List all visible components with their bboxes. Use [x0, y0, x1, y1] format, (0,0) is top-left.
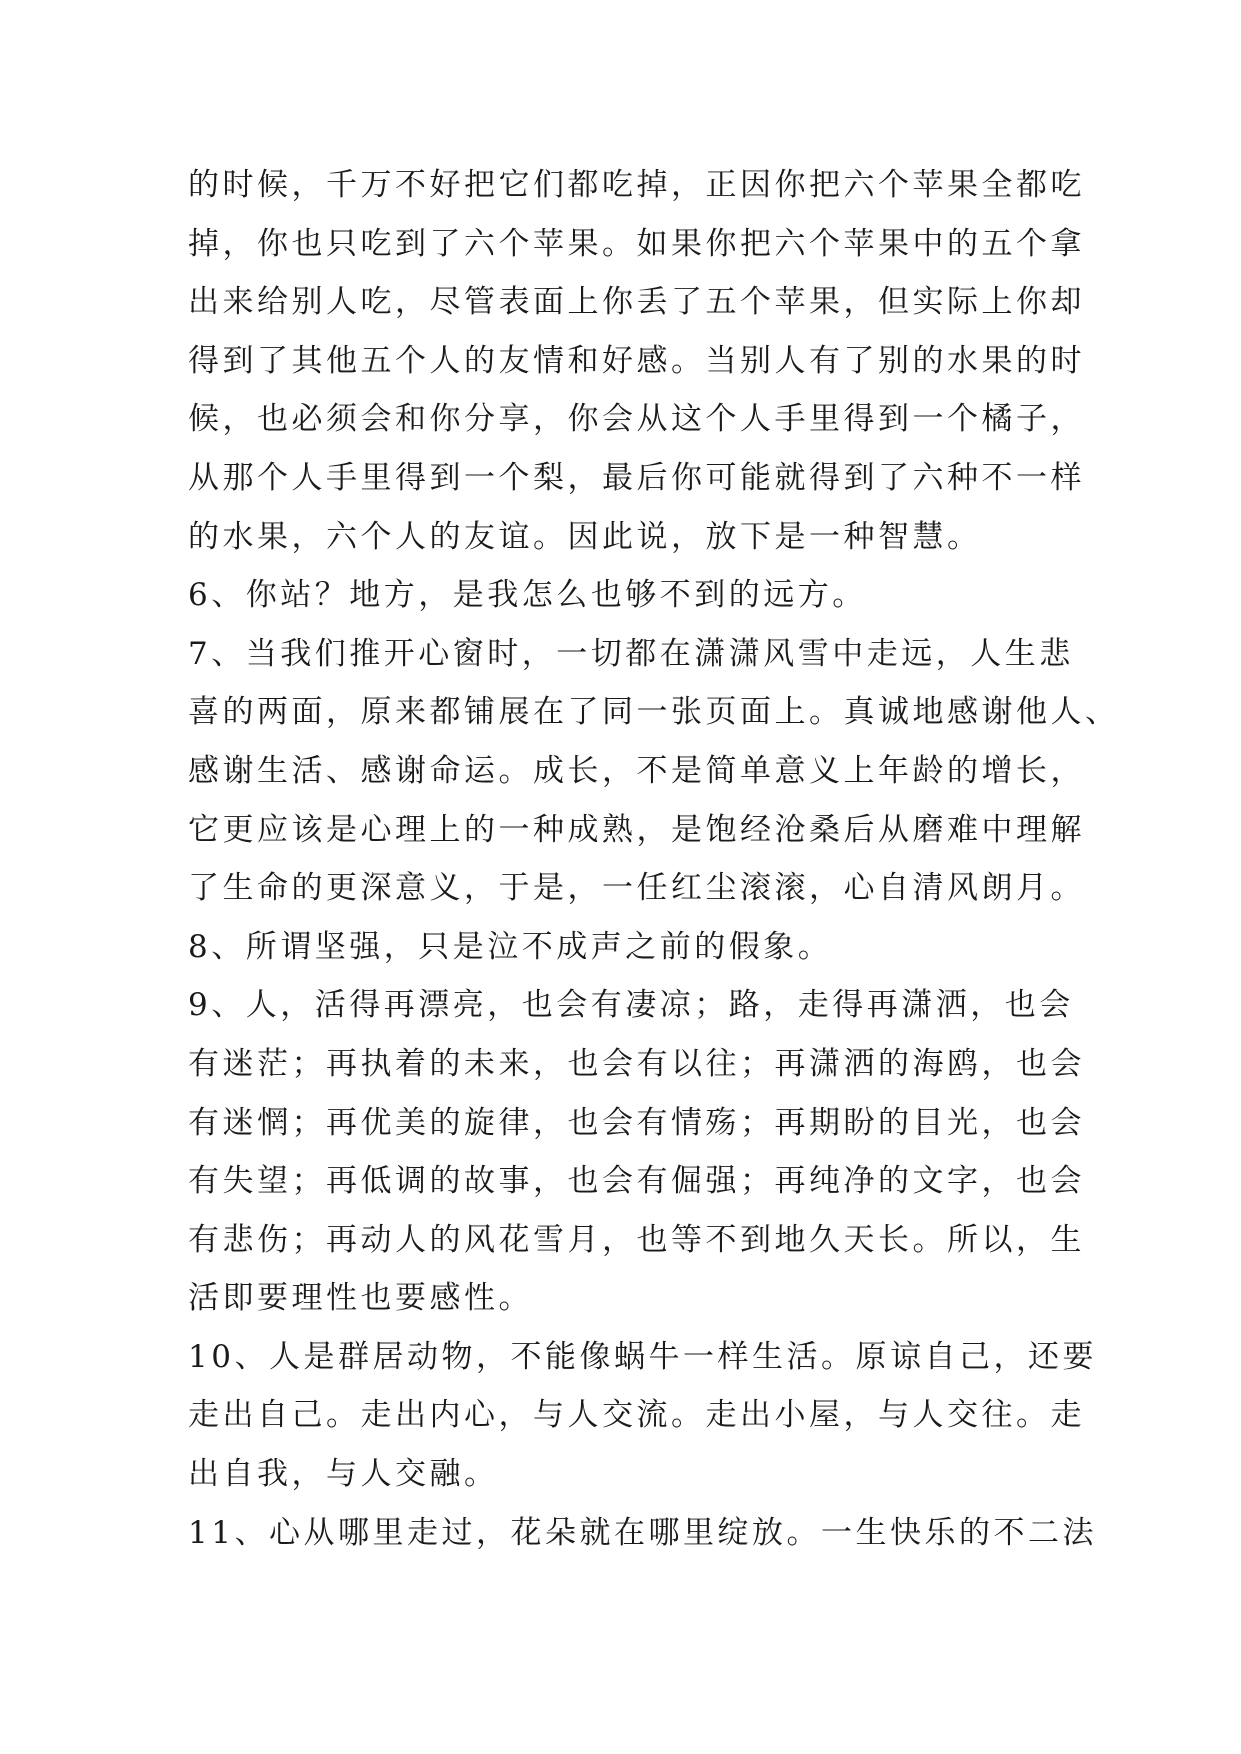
text-line: 活即要理性也要感性。: [188, 1280, 533, 1317]
text-line: 的时候，千万不好把它们都吃掉，正因你把六个苹果全都吃: [188, 167, 1085, 203]
text-line: 了生命的更深意义，于是，一任红尘滚滚，心自清风朗月。: [188, 870, 1085, 907]
text-line: 掉，你也只吃到了六个苹果。如果你把六个苹果中的五个拿: [188, 225, 1085, 262]
text-line: 有悲伤；再动人的风花雪月，也等不到地久天长。所以，生: [188, 1221, 1085, 1258]
text-line: 候，也必须会和你分享，你会从这个人手里得到一个橘子，: [188, 401, 1085, 438]
text-line: 11、心从哪里走过，花朵就在哪里绽放。一生快乐的不二法: [188, 1514, 1097, 1551]
text-line: 有迷茫；再执着的未来，也会有以往；再潇洒的海鸥，也会: [188, 1045, 1085, 1082]
text-line: 10、人是群居动物，不能像蜗牛一样生活。原谅自己，还要: [188, 1338, 1097, 1375]
text-line: 得到了其他五个人的友情和好感。当别人有了别的水果的时: [188, 342, 1085, 379]
text-line: 出自我，与人交融。: [188, 1456, 499, 1493]
text-line: 出来给别人吃，尽管表面上你丢了五个苹果，但实际上你却: [188, 284, 1085, 321]
text-line: 有迷惘；再优美的旋律，也会有情殇；再期盼的目光，也会: [188, 1104, 1085, 1141]
text-line: 的水果，六个人的友谊。因此说，放下是一种智慧。: [188, 518, 982, 555]
document-body-text: [188, 156, 1120, 1562]
text-line: 从那个人手里得到一个梨，最后你可能就得到了六种不一样: [188, 459, 1085, 496]
text-line: 6、你站？地方，是我怎么也够不到的远方。: [188, 577, 867, 614]
text-line: 喜的两面，原来都铺展在了同一张页面上。真诚地感谢他人、: [188, 694, 1120, 731]
text-line: 走出自己。走出内心，与人交流。走出小屋，与人交往。走: [188, 1397, 1085, 1434]
text-line: 有失望；再低调的故事，也会有倔强；再纯净的文字，也会: [188, 1163, 1085, 1200]
text-line: 7、当我们推开心窗时，一切都在潇潇风雪中走远，人生悲: [188, 635, 1074, 672]
text-line: 8、所谓坚强，只是泣不成声之前的假象。: [188, 928, 833, 965]
text-line: 感谢生活、感谢命运。成长，不是简单意义上年龄的增长，: [188, 752, 1085, 789]
text-line: 9、人，活得再漂亮，也会有凄凉；路，走得再潇洒，也会: [188, 987, 1074, 1024]
text-line: 它更应该是心理上的一种成熟，是饱经沧桑后从磨难中理解: [188, 811, 1085, 848]
